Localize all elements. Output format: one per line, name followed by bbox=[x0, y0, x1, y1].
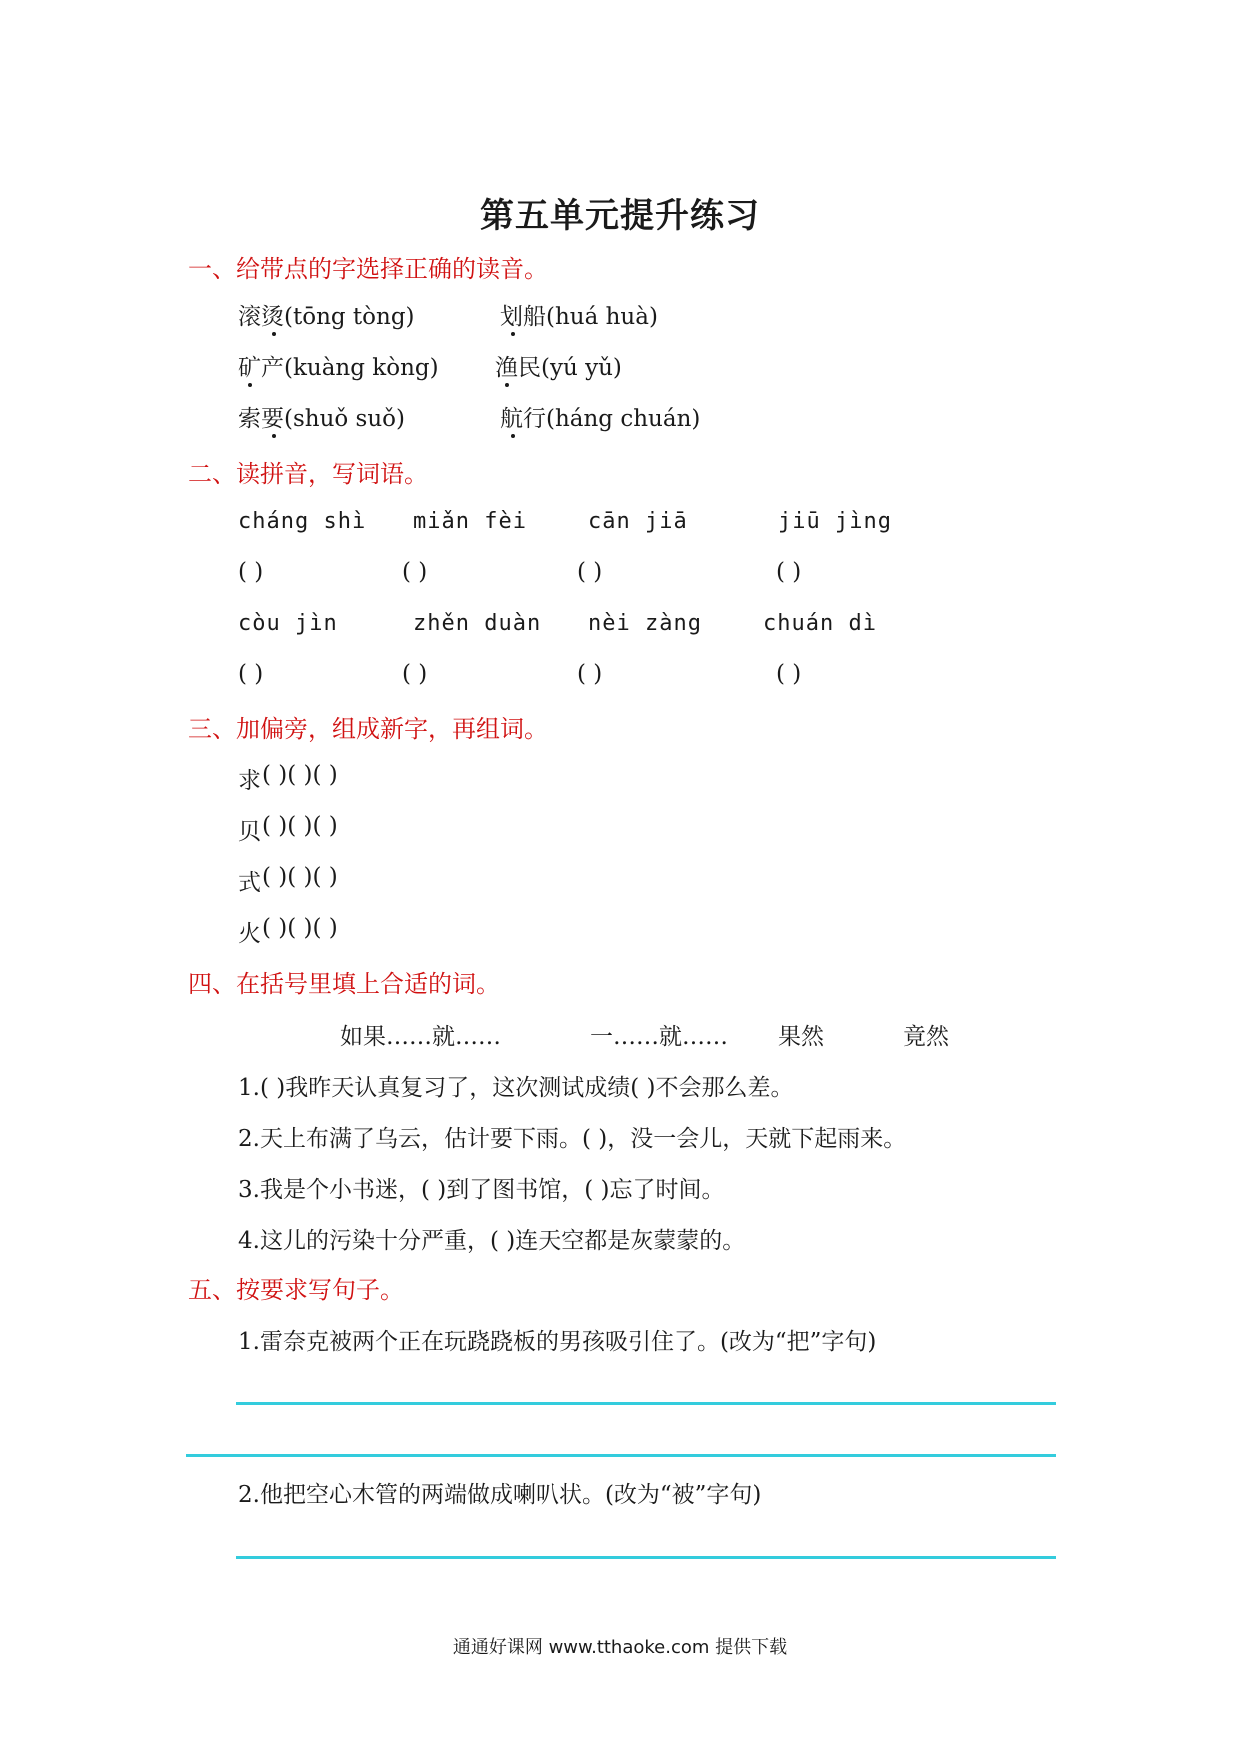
pinyin-4: jiū jìng bbox=[778, 509, 892, 534]
pinyin-1: cháng shì bbox=[238, 509, 367, 534]
radical-blanks[interactable]: ( )( )( ) bbox=[262, 813, 338, 839]
pinyin-5: còu jìn bbox=[238, 611, 338, 636]
answer-box[interactable]: ( ) bbox=[577, 661, 603, 687]
page-title: 第五单元提升练习 bbox=[480, 196, 760, 236]
pinyin-7: nèi zàng bbox=[588, 611, 702, 636]
word-option: 一……就…… bbox=[590, 1024, 728, 1050]
emphasis-dot bbox=[272, 332, 276, 336]
answer-box[interactable]: ( ) bbox=[776, 661, 802, 687]
answer-line[interactable] bbox=[186, 1454, 1056, 1457]
word-option: 果然 bbox=[778, 1024, 824, 1050]
pinyin-3: cān jiā bbox=[588, 509, 688, 534]
answer-line[interactable] bbox=[236, 1402, 1056, 1405]
section-5-heading: 五、按要求写句子。 bbox=[188, 1276, 404, 1304]
s1-item-2: 划船(huá huà) bbox=[500, 304, 658, 330]
section-3-heading: 三、加偏旁，组成新字，再组词。 bbox=[188, 715, 548, 743]
answer-box[interactable]: ( ) bbox=[577, 559, 603, 585]
answer-box[interactable]: ( ) bbox=[238, 661, 264, 687]
section-4-heading: 四、在括号里填上合适的词。 bbox=[188, 970, 500, 998]
radical-base-char: 火 bbox=[238, 921, 261, 947]
answer-line[interactable] bbox=[236, 1556, 1056, 1559]
s1-item-4: 渔民(yú yǔ) bbox=[495, 355, 622, 381]
answer-box[interactable]: ( ) bbox=[776, 559, 802, 585]
emphasis-dot bbox=[511, 332, 515, 336]
answer-box[interactable]: ( ) bbox=[238, 559, 264, 585]
emphasis-dot bbox=[248, 383, 252, 387]
emphasis-dot bbox=[505, 383, 509, 387]
s1-item-1: 滚烫(tōng tòng) bbox=[238, 304, 415, 330]
pinyin-8: chuán dì bbox=[763, 611, 877, 636]
fill-question-2: 2.天上布满了乌云，估计要下雨。( )，没一会儿，天就下起雨来。 bbox=[238, 1126, 907, 1152]
radical-base-char: 贝 bbox=[238, 819, 261, 845]
emphasis-dot bbox=[511, 434, 515, 438]
pinyin-6: zhěn duàn bbox=[413, 611, 542, 636]
word-option: 竟然 bbox=[903, 1024, 949, 1050]
fill-question-4: 4.这儿的污染十分严重，( )连天空都是灰蒙蒙的。 bbox=[238, 1228, 746, 1254]
s1-item-6: 航行(háng chuán) bbox=[500, 406, 701, 432]
emphasis-dot bbox=[272, 434, 276, 438]
footer-source: 通通好课网 www.tthaoke.com 提供下载 bbox=[452, 1637, 788, 1658]
rewrite-question-1: 1.雷奈克被两个正在玩跷跷板的男孩吸引住了。(改为“把”字句) bbox=[238, 1329, 877, 1355]
radical-blanks[interactable]: ( )( )( ) bbox=[262, 762, 338, 788]
answer-box[interactable]: ( ) bbox=[402, 559, 428, 585]
rewrite-question-2: 2.他把空心木管的两端做成喇叭状。(改为“被”字句) bbox=[238, 1482, 762, 1508]
fill-question-3: 3.我是个小书迷，( )到了图书馆，( )忘了时间。 bbox=[238, 1177, 725, 1203]
s1-item-3: 矿产(kuàng kòng) bbox=[238, 355, 439, 381]
section-2-heading: 二、读拼音，写词语。 bbox=[188, 460, 428, 488]
radical-blanks[interactable]: ( )( )( ) bbox=[262, 864, 338, 890]
radical-base-char: 式 bbox=[238, 870, 261, 896]
fill-question-1: 1.( )我昨天认真复习了，这次测试成绩( )不会那么差。 bbox=[238, 1075, 794, 1101]
section-1-heading: 一、给带点的字选择正确的读音。 bbox=[188, 255, 548, 283]
word-option: 如果……就…… bbox=[340, 1024, 501, 1050]
radical-base-char: 求 bbox=[238, 768, 261, 794]
pinyin-2: miǎn fèi bbox=[413, 509, 527, 534]
radical-blanks[interactable]: ( )( )( ) bbox=[262, 915, 338, 941]
s1-item-5: 索要(shuǒ suǒ) bbox=[238, 406, 405, 432]
answer-box[interactable]: ( ) bbox=[402, 661, 428, 687]
